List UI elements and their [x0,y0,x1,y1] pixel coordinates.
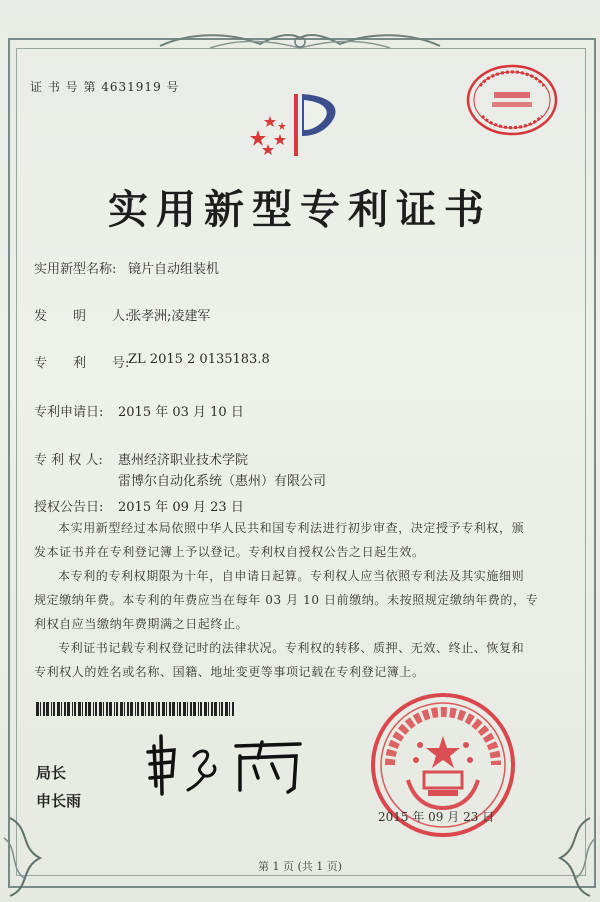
printed-stamp-seal-icon [462,60,562,140]
body-line: 本实用新型经过本局依照中华人民共和国专利法进行初步审查，决定授予专利权，颁 [58,521,525,535]
patent-office-logo-icon [248,88,352,160]
corner-ornament-icon [0,808,60,902]
page-footer: 第 1 页 (共 1 页) [257,860,343,873]
patent-holder-label: 专 利 权 人: [34,453,103,468]
document-title: 实用新型专利证书 [108,186,492,233]
body-line: 专利权人的姓名或名称、国籍、地址变更等事项记载在专利登记簿上。 [34,665,425,679]
filing-date-label: 专利申请日: [34,405,104,420]
body-line: 发本证书并在专利登记簿上予以登记。专利权自授权公告之日起生效。 [34,545,425,559]
patent-number-label: 专 利 号: [34,356,130,371]
utility-model-name-value: 镜片自动组装机 [128,262,220,277]
barcode-icon [36,702,236,716]
inventor-label: 发 明 人: [34,309,130,324]
inventor-value: 张孝洲;凌建军 [128,309,211,324]
body-line: 本专利的专利权期限为十年，自申请日起算。专利权人应当依照专利法及其实施细则 [58,569,525,583]
grant-date-label: 授权公告日: [34,500,104,515]
patent-holder-value-1: 惠州经济职业技术学院 [118,453,249,468]
patent-holder-value-2: 雷博尔自动化系统（惠州）有限公司 [118,474,327,489]
corner-ornament-icon [540,808,600,902]
certificate-number: 证 书 号 第 4631919 号 [30,80,180,94]
body-line: 规定缴纳年费。本专利的年费应当在每年 03 月 10 日前缴纳。未按照规定缴纳年费的，专 [34,593,539,607]
body-line: 专利证书记载专利权登记时的法律状况。专利权的转移、质押、无效、终止、恢复和 [58,641,525,655]
grant-date-value: 2015 年 09 月 23 日 [118,500,244,515]
patent-number-value: ZL 2015 2 0135183.8 [128,352,270,367]
certificate-body [34,516,554,684]
top-ornament-icon [150,28,450,56]
handwritten-signature-icon [140,728,310,798]
utility-model-name-label: 实用新型名称: [34,262,117,277]
body-line: 利权自应当缴纳年费期满之日起终止。 [34,617,249,631]
signatory-name: 申长雨 [36,792,82,810]
filing-date-value: 2015 年 03 月 10 日 [118,405,244,420]
seal-date: 2015 年 09 月 23 日 [378,810,495,824]
signatory-title: 局长 [36,764,67,782]
